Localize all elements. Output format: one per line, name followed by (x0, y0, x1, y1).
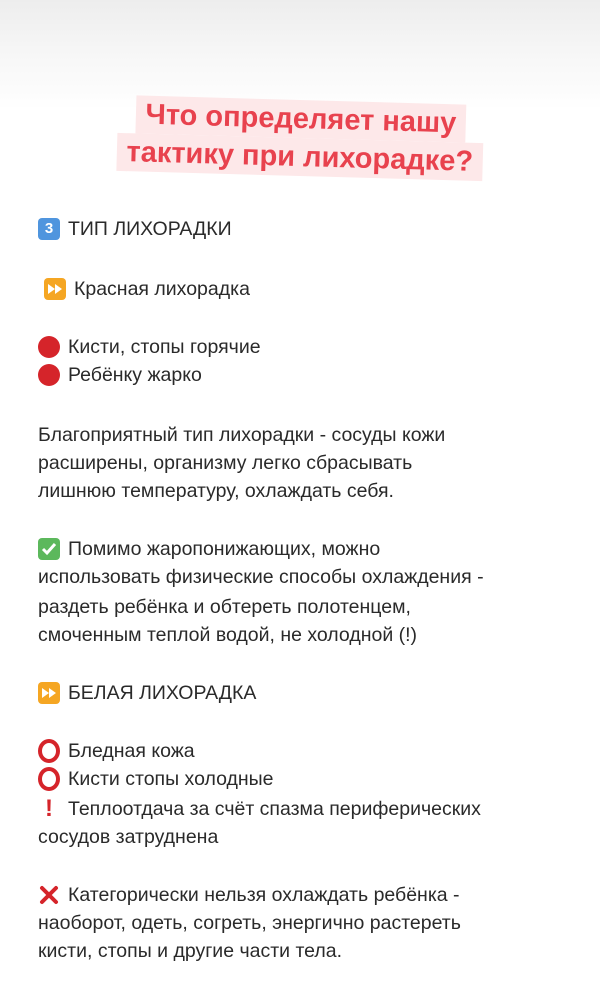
white-fever-heading-text: БЕЛАЯ ЛИХОРАДКА (68, 682, 257, 704)
white-prohibition-text: Категорически нельзя охлаждать ребёнка - (68, 884, 460, 906)
red-circle-icon (38, 364, 60, 386)
red-advice-line: смоченным теплой водой, не холодной (!) (38, 624, 418, 646)
title-line-2: тактику при лихорадке? (116, 133, 484, 181)
white-prohibition-line: кисти, стопы и другие части тела. (38, 940, 343, 962)
white-sign-1 (38, 737, 195, 765)
fast-forward-icon (44, 278, 66, 300)
red-sign-2 (38, 361, 202, 389)
exclamation-icon: ! (45, 795, 53, 822)
hollow-red-circle-icon (38, 739, 60, 763)
type-heading-text: ТИП ЛИХОРАДКИ (68, 218, 232, 240)
red-fever-heading (44, 275, 250, 303)
slide-title (0, 92, 600, 185)
white-sign-text: Бледная кожа (68, 740, 195, 762)
hollow-red-circle-icon (38, 767, 60, 791)
white-prohibition-line: наоборот, одеть, согреть, энергично растереть (38, 912, 461, 934)
white-prohibition-line-1 (38, 881, 460, 909)
white-fever-heading (38, 679, 256, 707)
red-advice-line-1 (38, 535, 380, 563)
red-description-line: лишнюю температуру, охлаждать себя. (38, 480, 394, 502)
white-sign-text: Кисти стопы холодные (68, 768, 274, 790)
check-mark-icon (38, 538, 60, 560)
fast-forward-icon (38, 682, 60, 704)
red-sign-text: Кисти, стопы горячие (68, 336, 261, 358)
red-advice-line: использовать физические способы охлаждения - (38, 566, 484, 588)
red-advice-text: Помимо жаропонижающих, можно (68, 538, 381, 560)
cross-mark-icon (38, 884, 60, 906)
red-fever-heading-text: Красная лихорадка (74, 278, 250, 300)
white-warning-line-1 (38, 795, 481, 823)
red-advice-line: раздеть ребёнка и обтереть полотенцем, (38, 596, 411, 618)
red-description-line: расширены, организму легко сбрасывать (38, 452, 413, 474)
section-type-heading (38, 215, 232, 243)
white-warning-text: Теплоотдача за счёт спазма периферических (68, 798, 481, 820)
red-sign-text: Ребёнку жарко (68, 364, 202, 386)
white-sign-2 (38, 765, 274, 793)
white-warning-line: сосудов затруднена (38, 826, 219, 848)
title-line-1: Что определяет нашу (135, 95, 467, 142)
red-circle-icon (38, 336, 60, 358)
red-description-line: Благоприятный тип лихорадки - сосуды кожи (38, 424, 446, 446)
red-sign-1 (38, 333, 261, 361)
keycap-3-icon: 3 (38, 218, 60, 240)
